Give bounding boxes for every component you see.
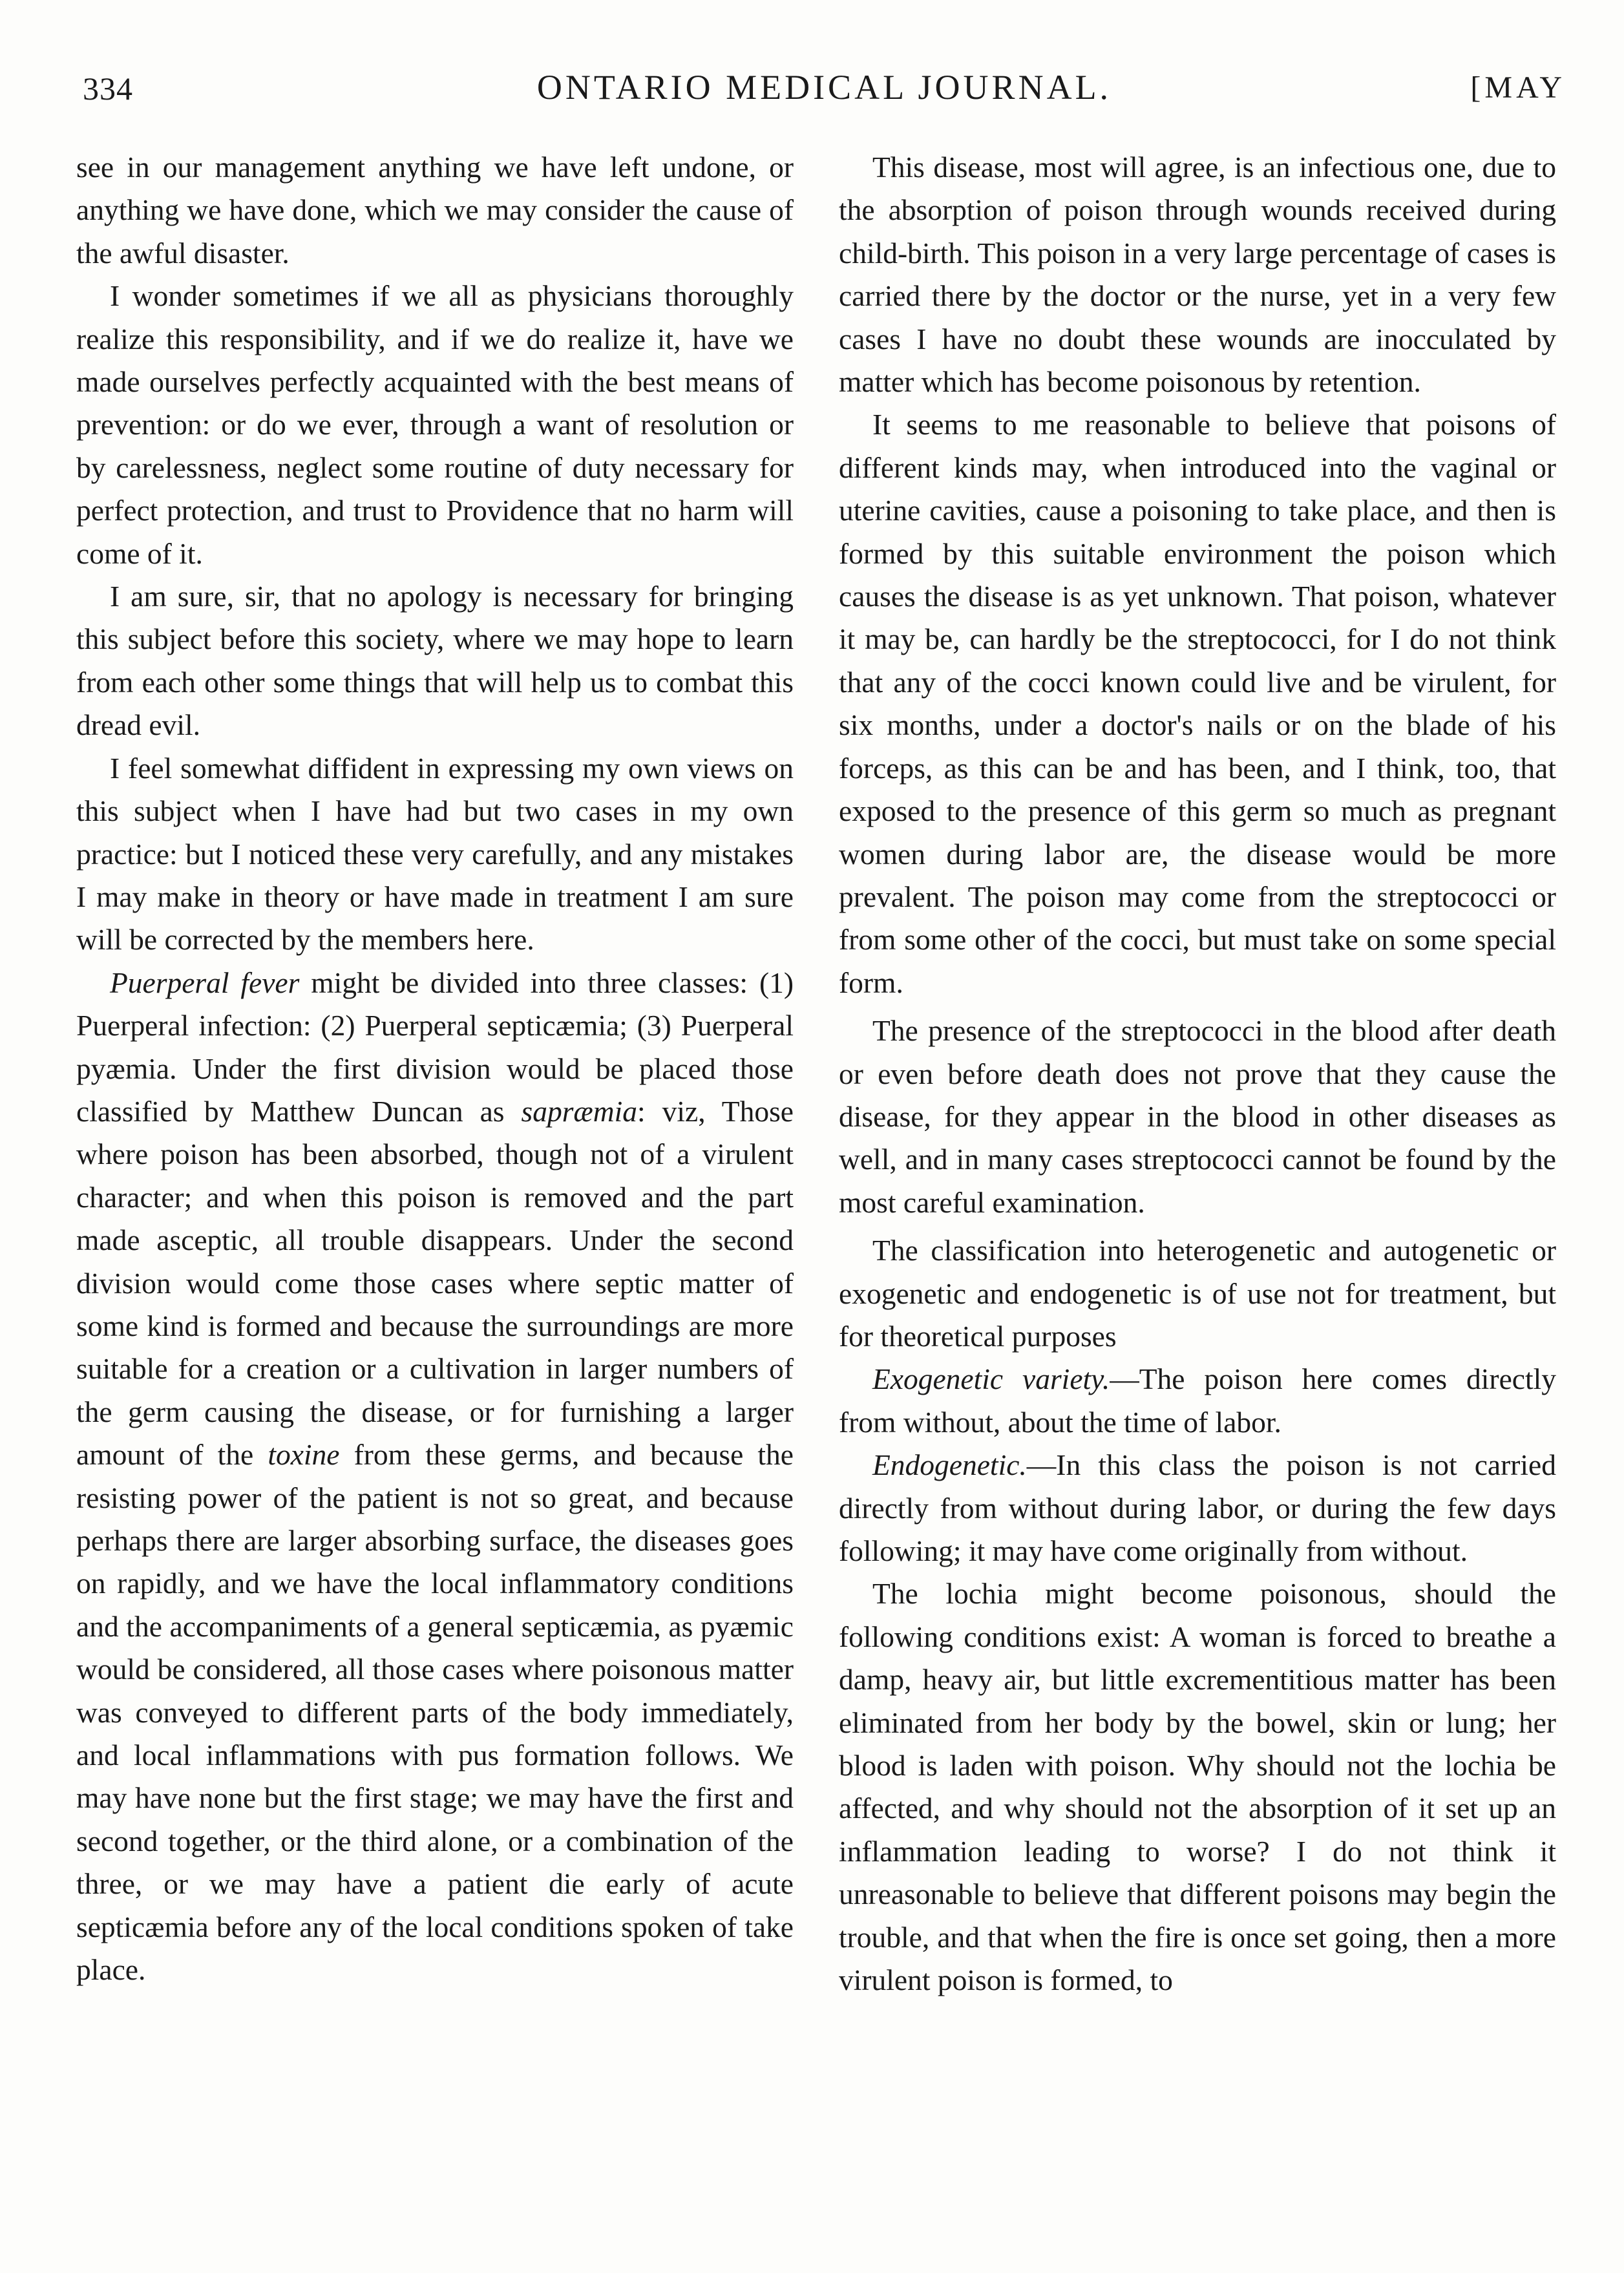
header-month: [MAY — [1470, 70, 1566, 105]
paragraph-text: —The poison here comes directly from without, about the time of labor. — [839, 1362, 1556, 1439]
paragraph-text: : viz, Those where poison has been absorbed, though not of a virulent character; and when this poison is removed and the part made asceptic, all trouble disappears. Under the second division would come those cases where septic matter of some kind is formed and because the surroundings are more suitable for a creation or a cultivation in larger numbers of the germ causing the disease, or for furnishing a larger amount of the — [76, 1094, 794, 1472]
paragraph: I feel somewhat diffident in expressing my own views on this subject when I have had but two cases in my own practice: but I noticed these very carefully, and any mistakes I may make in theory or have made in treatment I am sure will be corrected by the members here. — [76, 751, 794, 957]
paragraph: The lochia might become poisonous, should the following conditions exist: A woman is forced to breathe a damp, heavy air, but little excrementitious matter has been eliminated from her body by the bowel, skin or lung; her blood is laden with poison. Why should not the lochia be affected, and why should not the absorption of it set up an inflammation leading to worse? I do not think it unreasonable to believe that different poisons may begin the trouble, and that when the fire is once set going, then a more virulent poison is formed, to — [839, 1577, 1556, 1997]
right-column — [839, 146, 1556, 2002]
paragraph: This disease, most will agree, is an infectious one, due to the absorption of poison through wounds received during child-birth. This poison in a very large percentage of cases is carried there by the doctor or the nurse, yet in a very few cases I have no doubt these wounds are inocculated by matter which has become poisonous by retention. — [839, 151, 1556, 399]
paragraph-endogenetic — [839, 1444, 1556, 1572]
paragraph: I am sure, sir, that no apology is necessary for bringing this subject before this society, where we may hope to learn from each other some things that will help us to combat this dread evil. — [76, 580, 794, 742]
paragraph: see in our management anything we have left undone, or anything we have done, which we may consider the cause of the awful disaster. — [76, 151, 794, 270]
page-number: 334 — [83, 70, 133, 107]
term-sapraemia: sapræmia — [521, 1094, 638, 1128]
paragraph-text: might be divided into three classes: (1) Puerperal infection: (2) Puerperal septicæmia; (3) Puerperal pyæmia. Under the first division would be placed those classified by Matthew Duncan as — [76, 966, 794, 1128]
paragraph: The presence of the streptococci in the blood after death or even before death does not prove that they cause the disease, for they appear in the blood in other diseases as well, and in many cases streptococci cannot be found by the most careful examination. — [839, 1014, 1556, 1219]
page-header — [83, 70, 1566, 122]
journal-title: ONTARIO MEDICAL JOURNAL. — [536, 68, 1112, 107]
term-toxine: toxine — [268, 1438, 340, 1472]
paragraph: The classification into heterogenetic and autogenetic or exogenetic and endogenetic is of use not for treatment, but for theoretical purposes — [839, 1234, 1556, 1353]
paragraph-text: —In this class the poison is not carried directly from without during labor, or during the few days following; it may have come originally from without. — [839, 1448, 1556, 1567]
paragraph-classification — [76, 962, 794, 1992]
term-exogenetic: Exogenetic variety. — [872, 1362, 1110, 1396]
term-endogenetic: Endogenetic. — [872, 1448, 1027, 1482]
paragraph-exogenetic — [839, 1358, 1556, 1444]
paragraph: It seems to me reasonable to believe that poisons of different kinds may, when introduced into the vaginal or uterine cavities, cause a poisoning to take place, and then is formed by this suitable environment the poison which causes the disease is as yet unknown. That poison, whatever it may be, can hardly be the streptococci, for I do not think that any of the cocci known could live and be virulent, for six months, under a doctor's nails or on the blade of his forceps, as this can be and has been, and I think, too, that exposed to the presence of this germ so much as pregnant women during labor are, the disease would be more prevalent. The poison may come from the streptococci or from some other of the cocci, but must take on some special form. — [839, 408, 1556, 999]
term-puerperal-fever: Puerperal fever — [110, 966, 300, 999]
paragraph-text: from these germs, and because the resisting power of the patient is not so great, and because perhaps there are larger absorbing surface, the diseases goes on rapidly, and we have the local inflammatory conditions and the accompaniments of a general septicæmia, as pyæmic would be considered, all those cases where poisonous matter was conveyed to different parts of the body immediately, and local inflammations with pus formation follows. We may have none but the first stage; we may have the first and second together, or the third alone, or a combination of the three, or we may have a patient die early of acute septicæmia before any of the local conditions spoken of take place. — [76, 1438, 794, 1987]
paragraph: I wonder sometimes if we all as physicians thoroughly realize this responsibility, and if we do realize it, have we made ourselves perfectly acquainted with the best means of prevention: or do we ever, through a want of resolution or by carelessness, neglect some routine of duty necessary for perfect protection, and trust to Providence that no harm will come of it. — [76, 279, 794, 570]
left-column — [76, 146, 794, 1991]
